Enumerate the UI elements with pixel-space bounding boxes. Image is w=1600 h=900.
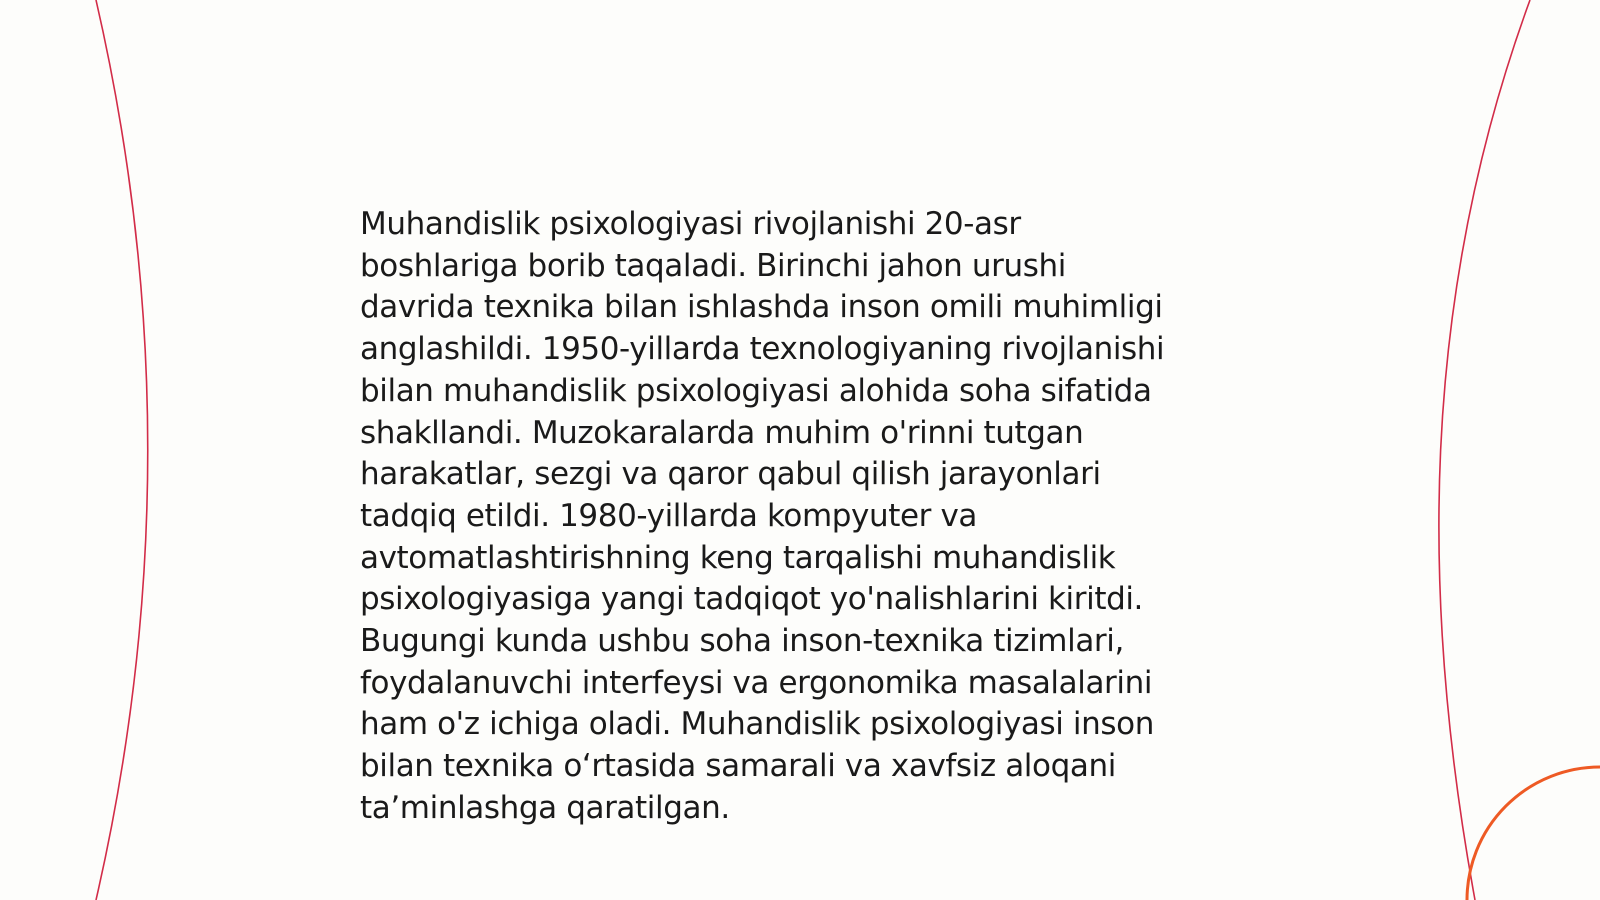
text-line: avtomatlashtirishning keng tarqalishi muhandislik	[360, 539, 1116, 576]
text-line: shakllandi. Muzokaralarda muhim o'rinni tutgan	[360, 414, 1084, 451]
right-curve-decoration	[1439, 0, 1530, 900]
text-line: ta’minlashga qaratilgan.	[360, 789, 730, 826]
text-line: ham o'z ichiga oladi. Muhandislik psixologiyasi inson	[360, 706, 1154, 743]
body-paragraph	[360, 204, 1240, 830]
text-line: Muhandislik psixologiyasi rivojlanishi 20-asr	[360, 206, 1021, 242]
text-line: psixologiyasiga yangi tadqiqot yo'nalishlarini kiritdi.	[360, 581, 1144, 618]
text-line: foydalanuvchi interfeysi va ergonomika masalalarini	[360, 664, 1153, 701]
text-line: Bugungi kunda ushbu soha inson-texnika tizimlari,	[360, 623, 1124, 660]
text-line: boshlariga borib taqaladi. Birinchi jahon urushi	[360, 247, 1066, 284]
text-line: davrida texnika bilan ishlashda inson omili muhimligi	[360, 289, 1163, 326]
text-line: anglashildi. 1950-yillarda texnologiyaning rivojlanishi	[360, 331, 1165, 368]
accent-arc-decoration	[1467, 767, 1600, 900]
text-line: tadqiq etildi. 1980-yillarda kompyuter va	[360, 497, 977, 534]
left-curve-decoration	[96, 0, 148, 900]
text-line: bilan muhandislik psixologiyasi alohida soha sifatida	[360, 372, 1152, 409]
text-line: harakatlar, sezgi va qaror qabul qilish jarayonlari	[360, 456, 1101, 493]
text-line: bilan texnika o‘rtasida samarali va xavfsiz aloqani	[360, 748, 1116, 785]
